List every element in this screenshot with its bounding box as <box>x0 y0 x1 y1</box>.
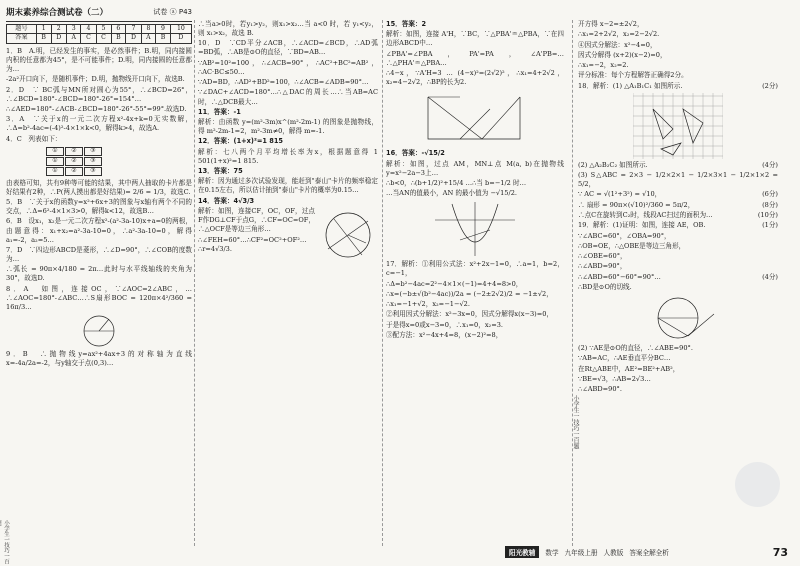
footer-grade: 九年级上册 <box>564 549 598 557</box>
question-number-cell: 8 <box>141 24 156 34</box>
answer-16-a: ∴b<0，∴(b+1/2)²+15/4 …∴当 b=−1/2 时… <box>386 178 527 187</box>
answer-15: 解析：如图，连接 A'H，∵BC，∵△PBA'≅△PBA，∵在四边形ABCD中… <box>386 30 564 48</box>
answer-19-f: ∴BD是⊙O的切线. <box>578 282 632 291</box>
footer-subject: 数学 <box>545 549 559 557</box>
answer-15-b: ∴4−x，∵A'H=3 … (4−x)²=(2√2)²，∴x₁=4+2√2，x₂=4−2√2，∴BP的长为2. <box>386 69 564 87</box>
probability-cell: ② <box>65 147 83 156</box>
answer-8: 8．A 如图，连接OC，∵∠AOC=2∠ABC，…∴∠AOC=180°-∠ABC…∴S扇形BOC = 120π×4²/360 = 16π/3… <box>6 284 192 311</box>
grid-figure <box>633 93 723 159</box>
answer-17-a: ∴Δ=b²−4ac=2²−4×1×(−1)=4+4=8>0， <box>386 279 523 288</box>
question-number-cell: 2 <box>51 24 66 34</box>
answer-11-head: 11．答案：-1 <box>198 107 241 116</box>
probability-cell: ③ <box>84 157 102 166</box>
test-title: 期末素养综合测试卷（二） <box>6 8 109 18</box>
answer-14-head: 14．答案：4√3/3 <box>198 196 255 205</box>
score-mark: (2分) <box>762 81 778 90</box>
column-divider <box>194 20 195 546</box>
column-4 <box>578 20 778 395</box>
answer-17-k: ∴x₁=−2，x₂=2. <box>578 61 629 70</box>
scoring-note: 评分标准：每个方程解答正确得2分。 <box>578 71 688 80</box>
answer-15-head: 15．答案：2 <box>386 20 427 28</box>
answer-18 <box>578 82 778 91</box>
answer-19-c: ∴∠OBE=60°， <box>578 252 627 261</box>
circle-tangent-figure <box>318 209 378 261</box>
answer-5: 5．B ∵关于x的函数y=x²+6x+3的图象与x轴有两个不同的交点，∴Δ=6²-4×1×3>0，解得k<12，故选B… <box>6 198 192 216</box>
answer-17-j: 因式分解得 (x+2)(x−2)=0， <box>578 50 667 59</box>
question-number-cell: 7 <box>126 24 141 34</box>
answer-12-head: 12．答案：(1+x)²=1 815 <box>198 137 284 146</box>
answer-letter-cell: A <box>141 34 156 44</box>
answer-17-d: ②利用因式分解法：x²−3x=0，因式分解得x(x−3)=0， <box>386 310 554 319</box>
answer-10-b: ∵AD=BD，∴AD²+BD²=100，∴∠ACB=∠ADB=90°… <box>198 78 369 87</box>
answer-19-b: ∴OB=OE，∴△OBE是等边三角形， <box>578 241 686 250</box>
answer-9: 9．B ∴抛物线y=ax²+4ax+3的对称轴为直线x=-4a/2a=-2，与y轴交于点(0,3)… <box>6 349 192 368</box>
watermark-stamp <box>735 462 780 507</box>
answer-16-b: …当AN的值最小，AN 的最小值为 −√15/2. <box>386 189 518 198</box>
answer-letter-cell: C <box>81 34 96 44</box>
column-3 <box>386 20 564 341</box>
answer-13: 解析：因为通过多次试验发现，能赶到"泰山"卡片的频率稳定在0.15左右，所以估计抽到"泰山"卡片的概率为0.15… <box>198 177 378 195</box>
answer-18-e <box>578 201 778 210</box>
answer-13-head: 13．答案：75 <box>198 167 243 176</box>
answer-14: 解析：如图，连接CF，OC，OF，过点F作DG⊥CF于点G，∴CF=OC=OF，∴△OCF是等边三角形… <box>198 207 315 234</box>
answer-letter-cell: A <box>66 34 81 44</box>
answer-letter-cell: D <box>170 34 191 44</box>
answer-9-cont: ∴当a>0时，若y₁>y₂，则x₁>x₂…当 a<0 时，若 y₁<y₂，则 x₁>x₂，故选 B. <box>198 20 378 38</box>
answer-19-text: 19．解析：(1)证明：如图，连接 AE，OB. <box>578 221 706 230</box>
column-divider <box>572 20 573 546</box>
probability-cell: ② <box>65 167 83 176</box>
answer-letter-cell: D <box>126 34 141 44</box>
answer-15-a: ∠PBA'=∠PBA，PA'=PA，∠A'PB=…∴△PHA'≅△PBA… <box>386 49 564 67</box>
answer-10-a: ∵AB²=10²=100，∴∠ACB=90°，∴AC²+BC²=AB²，∴AC·BC≤50… <box>198 58 378 76</box>
answer-letter-cell: B <box>111 34 126 44</box>
answer-17-b: ∴x=(−b±√(b²−4ac))/2a = (−2±2√2)/2 = −1±√2， <box>386 289 553 298</box>
column-1 <box>6 8 192 369</box>
answer-7: 7．D ∵四边形ABCD是菱形，∴∠D=90°，∴∠COB的度数为… <box>6 245 192 263</box>
question-number-cell: 6 <box>111 24 126 34</box>
page-number: 73 <box>772 545 788 559</box>
question-number-cell: 1 <box>36 24 51 34</box>
answer-18-e-text: ∴ 扇形 = 90π×(√10)²/360 = 5π/2， <box>578 200 695 209</box>
footer-series: 答案全解全析 <box>629 549 669 557</box>
probability-cell: ① <box>46 167 64 176</box>
question-number-cell: 3 <box>66 24 81 34</box>
answer-19-a: ∵∠ABC=60°，∠OBA=90°， <box>578 231 671 240</box>
answer-17-i: ④因式分解法：x²−4=0， <box>578 40 657 49</box>
answer-letter-cell: 答案 <box>7 34 37 44</box>
answer-10-c: ∵∠DAC+∠ACD=180°…∴△DAC的周长…∴当AB=AC时，∴△DCB最大… <box>198 88 378 106</box>
answer-1: 1．B A.明，已经发生的事实，是必然事件；B.明，同内接圆内积的任意都为45°，是不可能事件；D.明，同内接圆的任意都为… <box>6 46 192 73</box>
brand-logo: 阳光教辅 <box>505 546 539 558</box>
probability-table <box>46 147 192 176</box>
answer-18-c: (3) S△ABC = 2×3 − 1/2×2×1 − 1/2×3×1 − 1/2×1×2 = 5/2， <box>578 171 778 189</box>
score-mark: (6分) <box>762 190 778 199</box>
answer-letter-cell: B <box>156 34 171 44</box>
question-number-cell: 9 <box>156 24 171 34</box>
probability-cell: ① <box>46 147 64 156</box>
score-mark: (8分) <box>762 200 778 209</box>
answer-letter-cell: B <box>36 34 51 44</box>
answer-4-cont: 由表格可知，共有9种等可能的结果，其中两人抽取的卡片都是好结果有2种，∴P(两人摸出都是好结果)= 2/6 = 1/3，故选C. <box>6 178 192 196</box>
answer-14-cont: ∴∠FEH=60°…∴CF²=OC²+OF²…∴r=4√3/3. <box>198 235 307 253</box>
answer-18-f <box>578 211 778 220</box>
answer-19-j: ∵BE=√3，∴AB=2√3… <box>578 374 651 383</box>
answer-4: 4．C 列表如下： <box>6 134 62 143</box>
score-mark: (10分) <box>757 211 778 219</box>
answer-2-cont: ∴∠AED=180°-∠ACB-∠BCD=180°-26°-55°=99°.故选D. <box>6 104 187 113</box>
answer-19-g: (2) ∵AE是⊙O的直径，∴∠ABE=90°. <box>578 344 693 353</box>
question-number-cell: 题号 <box>7 24 37 34</box>
answer-17-c: ∴x₁=−1+√2，x₂=−1−√2. <box>386 300 470 309</box>
answer-table <box>6 24 192 44</box>
answer-7-cont: ∴弧长 = 90π×4/180 = 2π…此时与水平线轴线的夹角为30°，故选D. <box>6 265 192 283</box>
score-mark: (1分) <box>762 221 778 230</box>
answer-12: 解析：七八两个月平均增长率为x，根据题意得 1 501(1+x)²=1 815. <box>198 147 378 165</box>
answer-18-b <box>578 161 778 170</box>
answer-18-d <box>578 190 778 199</box>
answer-letter-cell: D <box>51 34 66 44</box>
circle-figure <box>69 314 129 348</box>
side-margin-text: 小学生一技巧一百题 <box>572 395 579 449</box>
answer-17-h: ∴x₁=2+2√2，x₂=2−2√2. <box>578 30 660 39</box>
probability-cell: ③ <box>84 167 102 176</box>
probability-cell: ② <box>65 157 83 166</box>
answer-18-b-text: (2) △A₂B₂C₂ 如图所示. <box>578 160 648 169</box>
answer-11: 解析：由函数 y=(m²-3m)x^(m²-2m-1) 的图象是抛物线，得 m²-2m-1=2，m²-3m≠0，解得 m=-1. <box>198 118 378 136</box>
answer-6: 6．B 设x₁，x₂是一元二次方程x²-(a²-3a-10)x+a=0的两根，由题意得：x₁+x₂=a²-3a-10=0，∴a²-3a-10=0，解得a₁=-2，a₂=5… <box>6 217 192 244</box>
circle-chord-figure <box>638 294 718 342</box>
answer-16-head: 16．答案：-√15/2 <box>386 149 445 158</box>
answer-16: 解析：如图，过点 AM，MN⊥点 M(a, b)在抛物线 y=x²−2a−3上… <box>386 159 564 177</box>
answer-19-e <box>578 273 778 282</box>
probability-cell: ③ <box>84 147 102 156</box>
answer-1-cont: -2a²开口向下，是随机事件；D.明，抛物线开口向下，故选B. <box>6 75 185 84</box>
question-number-cell: 5 <box>96 24 111 34</box>
answer-2: 2．D ∵ BC弧与MN所对圆心为55°，∴∠BCD=26°，∴∠BCD=180°-∠BCD=180°-26°=154°… <box>6 85 192 103</box>
score-mark: (4分) <box>762 272 778 281</box>
answer-17: 17．解析：①利用公式法：x²+2x−1=0，∴a=1，b=2，c=−1， <box>386 260 564 278</box>
bottom-margin-text: 小学生一技巧一百 <box>3 520 9 564</box>
quadrilateral-figure <box>420 89 530 147</box>
answer-18-f-text: ∴点C在旋转到C₂时，线段AC扫过的面积为… <box>578 211 713 219</box>
page-ref: 试卷 ⓐ P43 <box>153 8 192 16</box>
column-divider <box>382 20 383 546</box>
answer-19-e-text: ∴∠ABD=60°−60°=90°… <box>578 272 661 281</box>
parabola-figure <box>430 200 520 258</box>
answer-19 <box>578 221 778 230</box>
answer-17-e: 于是得x=0或x−3=0，∴x₁=0，x₂=3. <box>386 320 504 329</box>
answer-18-text: 18．解析：(1) △A₁B₁C₁ 如图所示. <box>578 81 683 90</box>
answer-10: 10．D ∵CD平分∠ACB，∴∠ACD=∠BCD，∴AD弧=BD弧，∴AB是⊙O的直径，∵BD=AB… <box>198 39 378 57</box>
answer-17-f: ③配方法：x²−4x+4=8，(x−2)²=8， <box>386 331 503 340</box>
answer-17-g: 开方得 x−2=±2√2， <box>578 20 644 28</box>
column-2 <box>198 20 378 263</box>
test-title-bar <box>6 8 192 22</box>
answer-19-d: ∴∠ABD=90°， <box>578 262 627 271</box>
answer-18-d-text: ∵ AC = √(1²+3²) = √10， <box>578 190 662 199</box>
page-footer <box>505 545 788 559</box>
answer-19-h: ∵AB=AC，∴AE垂直平分BC… <box>578 354 671 363</box>
footer-edition: 人教版 <box>603 549 624 557</box>
question-number-cell: 4 <box>81 24 96 34</box>
question-number-cell: 10 <box>170 24 191 34</box>
answer-19-k: ∴∠ABD=90°. <box>578 385 622 394</box>
answer-3: 3．A ∵关于x的一元二次方程x²-4x+k=0无实数解，∴Δ=b²-4ac=(-4)²-4×1×k<0，解得k>4，故选A. <box>6 115 192 133</box>
answer-19-i: 在Rt△ABE中，AE²=BE²+AB²， <box>578 364 680 373</box>
probability-cell: ① <box>46 157 64 166</box>
score-mark: (4分) <box>762 160 778 169</box>
answer-letter-cell: C <box>96 34 111 44</box>
